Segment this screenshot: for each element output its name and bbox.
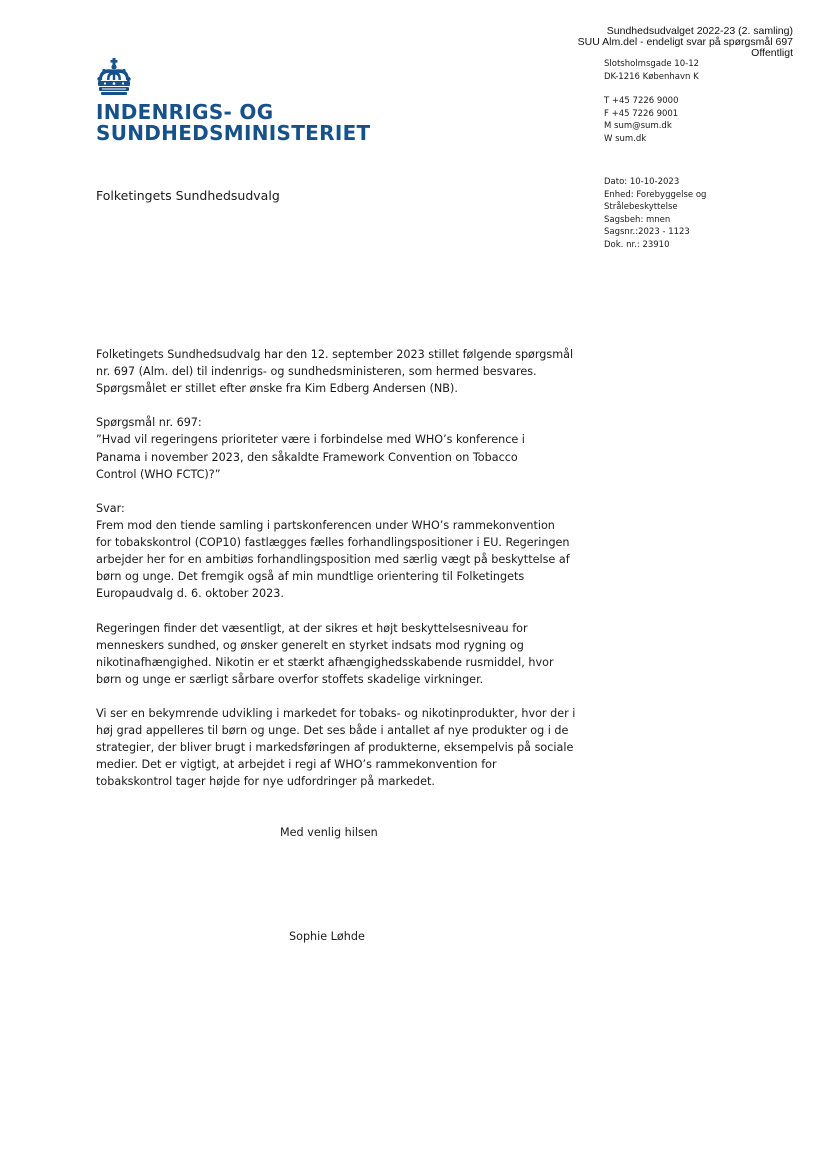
text-line: arbejder her for en ambitiøs forhandlingsposition med særlig vægt på beskyttelse af [96,553,570,567]
stamp-reference: SUU Alm.del - endeligt svar på spørgsmål 697 [577,36,793,48]
intro-paragraph [96,346,574,397]
stamp-public: Offentligt [751,47,793,59]
text-line: høj grad appelleres til børn og unge. Det ses både i antallet af nye produkter og i de [96,724,569,738]
address-city: DK-1216 København K [604,71,699,82]
text-line: Panama i november 2023, den såkaldte Framework Convention on Tobacco [96,450,518,464]
case-number: Sagsnr.:2023 - 1123 [604,227,690,237]
letter-body [96,346,576,808]
phone-number: T +45 7226 9000 [604,96,679,106]
fax-number: F +45 7226 9001 [604,108,679,119]
text-line: Folketingets Sundhedsudvalg har den 12. september 2023 stillet følgende spørgsmål [96,348,574,361]
document-number: Dok. nr.: 23910 [604,239,670,250]
answer-label: Svar: [96,501,125,515]
text-line: børn og unge. Det fremgik også af min mundtlige orientering til Folketingets [96,570,525,584]
signature-name: Sophie Løhde [289,930,365,943]
document-stamp [473,26,793,59]
text-line: for tobakskontrol (COP10) fastlægges fælles forhandlingspositioner i EU. Regeringen [96,536,570,550]
question-paragraph [96,414,566,482]
recipient: Folketingets Sundhedsudvalg [96,188,280,203]
text-line: børn og unge er særligt sårbare overfor stoffets skadelige virkninger. [96,672,484,686]
document-date: Dato: 10-10-2023 [604,177,680,187]
ministry-name-line1: INDENRIGS- OG [96,100,274,124]
answer-paragraph-2 [96,620,566,688]
royal-crown-icon [96,58,132,96]
text-line: nr. 697 (Alm. del) til indenrigs- og sundhedsministeren, som hermed besvares. [96,365,537,379]
contact-info [604,58,804,145]
text-line: menneskers sundhed, og ønsker generelt en styrket indsats mod rygning og [96,638,524,652]
text-line: Vi ser en bekymrende udvikling i markedet for tobaks- og nikotinprodukter, hvor der i [96,706,576,720]
case-officer: Sagsbeh: mnen [604,214,671,225]
stamp-committee: Sundhedsudvalget 2022-23 (2. samling) [606,25,793,37]
email-address: M sum@sum.dk [604,121,672,131]
text-line: nikotinafhængighed. Nikotin er et stærkt afhængighedsskabende rusmiddel, hvor [96,655,554,669]
text-line: Frem mod den tiende samling i partskonferencen under WHO’s rammekonvention [96,518,555,532]
ministry-name-line2: SUNDHEDSMINISTERIET [96,121,371,145]
question-label: Spørgsmål nr. 697: [96,416,202,430]
text-line: Spørgsmålet er stillet efter ønske fra Kim Edberg Andersen (NB). [96,382,458,396]
text-line: Regeringen finder det væsentligt, at der sikres et højt beskyttelsesniveau for [96,621,528,635]
unit-line1: Enhed: Forebyggelse og [604,189,707,200]
unit-line2: Strålebeskyttelse [604,202,678,212]
ministry-name [96,102,370,144]
website: W sum.dk [604,133,647,144]
case-metadata [604,176,804,251]
text-line: ”Hvad vil regeringens prioriteter være i forbindelse med WHO’s konference i [96,433,525,447]
text-line: Europaudvalg d. 6. oktober 2023. [96,587,284,601]
closing-greeting: Med venlig hilsen [280,826,378,839]
answer-paragraph-1 [96,500,570,603]
text-line: tobakskontrol tager højde for nye udfordringer på markedet. [96,775,435,789]
text-line: strategier, der bliver brugt i markedsføringen af produkterne, eksempelvis på sociale [96,741,574,755]
address-street: Slotsholmsgade 10-12 [604,59,700,69]
text-line: medier. Det er vigtigt, at arbejdet i regi af WHO’s rammekonvention for [96,758,497,772]
text-line: Control (WHO FCTC)?” [96,467,221,481]
answer-paragraph-3 [96,705,576,790]
